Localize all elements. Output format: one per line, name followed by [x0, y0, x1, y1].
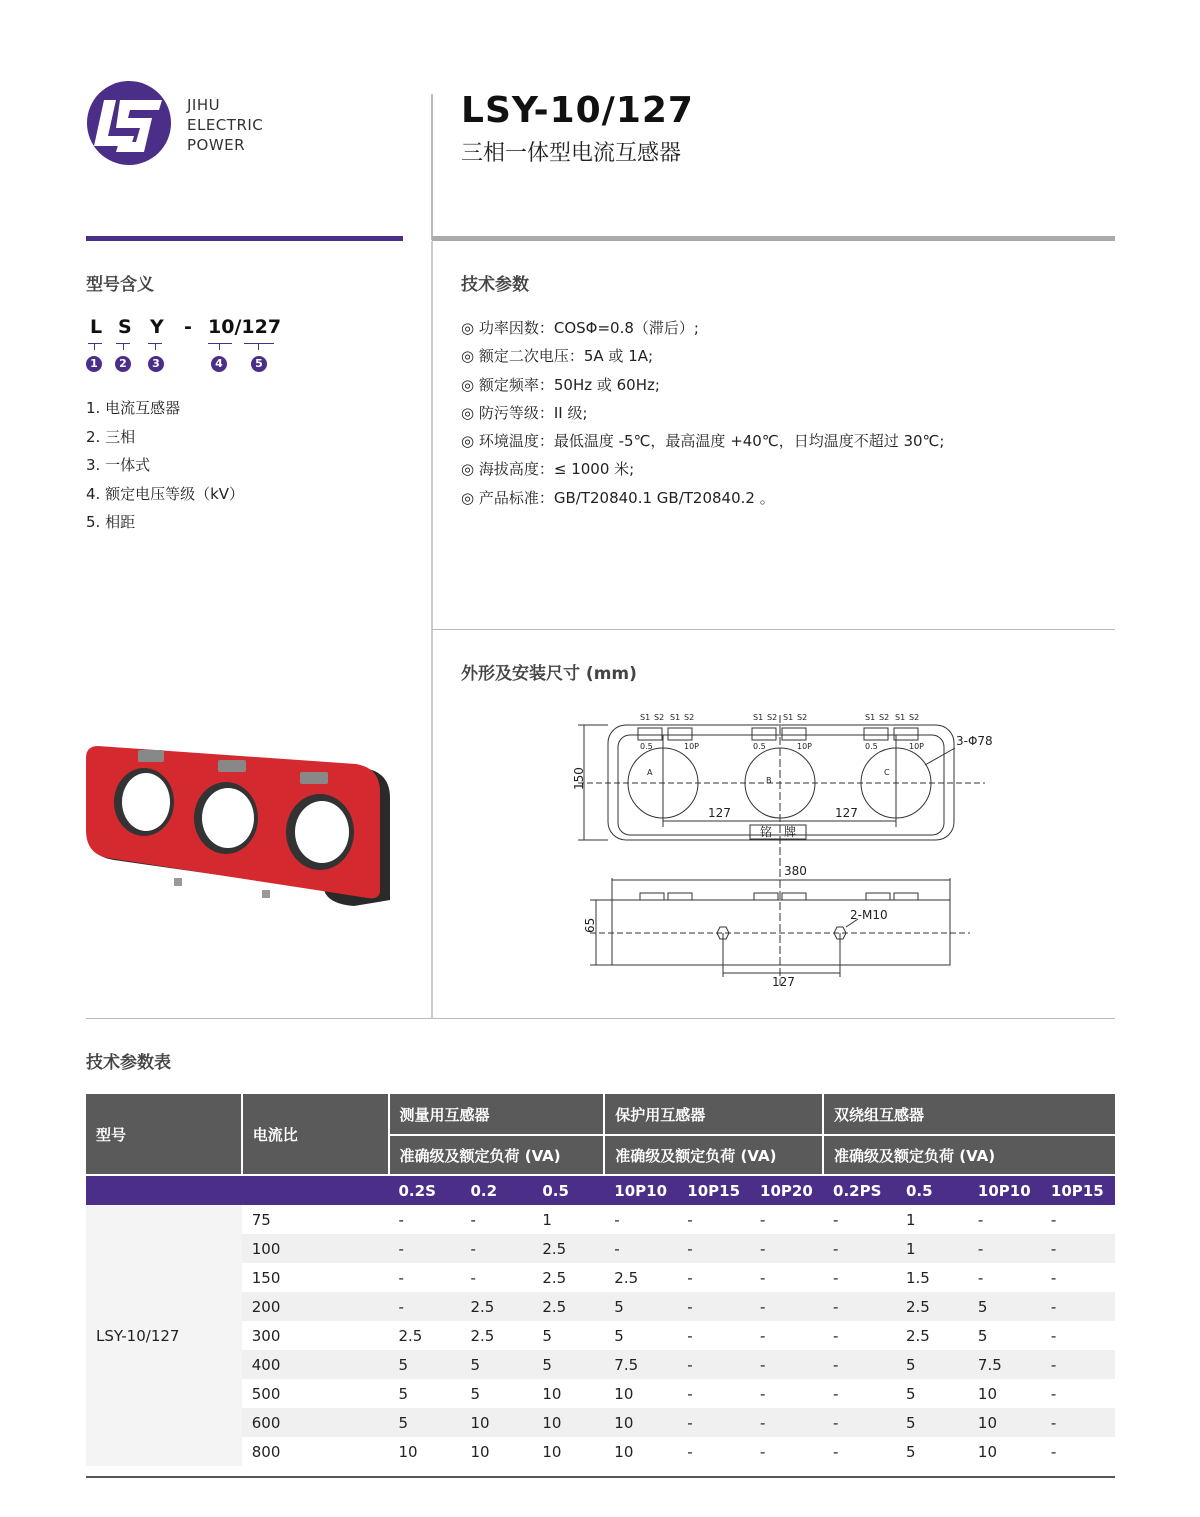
table-body — [86, 1205, 1115, 1466]
value-cell: 10 — [604, 1437, 677, 1466]
badge-2: 2 — [115, 356, 131, 372]
value-cell: 5 — [389, 1379, 461, 1408]
dimension-drawing — [560, 705, 1010, 995]
value-cell: 2.5 — [896, 1292, 968, 1321]
value-cell: 5 — [896, 1379, 968, 1408]
value-cell: - — [823, 1321, 896, 1350]
value-cell: 5 — [389, 1350, 461, 1379]
value-cell: - — [604, 1205, 677, 1234]
list-item: 5. 相距 — [86, 513, 136, 531]
brand-line-3: POWER — [187, 136, 246, 154]
value-cell: 10 — [968, 1437, 1041, 1466]
value-cell: - — [677, 1350, 750, 1379]
value-cell: - — [1041, 1437, 1115, 1466]
company-logo — [86, 80, 172, 166]
value-cell: 5 — [896, 1408, 968, 1437]
value-cell: - — [460, 1263, 532, 1292]
value-cell: - — [677, 1379, 750, 1408]
value-cell: - — [823, 1350, 896, 1379]
value-cell: 1 — [532, 1205, 604, 1234]
terminal-label: S2 — [909, 713, 920, 722]
value-cell: 10 — [460, 1408, 532, 1437]
value-cell: 5 — [968, 1321, 1041, 1350]
class-header: 0.5 — [532, 1175, 604, 1205]
value-cell: 2.5 — [532, 1292, 604, 1321]
badge-3: 3 — [148, 356, 164, 372]
value-cell: 5 — [968, 1292, 1041, 1321]
value-cell: 5 — [389, 1408, 461, 1437]
spacing-label: 127 — [772, 975, 795, 989]
class-label: 0.5 — [753, 742, 766, 751]
class-header: 0.2PS — [823, 1175, 896, 1205]
value-cell: 10 — [532, 1437, 604, 1466]
list-item: ◎ 额定频率：50Hz 或 60Hz; — [461, 375, 660, 394]
ratio-cell: 600 — [242, 1408, 389, 1437]
model-code — [88, 316, 288, 376]
terminal-label: S1 — [670, 713, 681, 722]
terminal-label: S2 — [879, 713, 890, 722]
value-cell: - — [389, 1263, 461, 1292]
table-row — [86, 1205, 1115, 1234]
model-meaning-list — [86, 394, 244, 537]
subheader: 准确级及额定负荷 (VA) — [389, 1135, 605, 1175]
value-cell: - — [823, 1263, 896, 1292]
badge-5: 5 — [251, 356, 267, 372]
class-header: 0.2S — [389, 1175, 461, 1205]
value-cell: 5 — [604, 1321, 677, 1350]
list-item: 1. 电流互感器 — [86, 399, 181, 417]
hole-label: 3-Φ78 — [956, 734, 993, 748]
ratio-cell: 75 — [242, 1205, 389, 1234]
value-cell: - — [823, 1379, 896, 1408]
code-char-5: 10/127 — [208, 316, 282, 338]
terminal-label: S1 — [895, 713, 906, 722]
phase-label: C — [884, 768, 890, 777]
ratio-cell: 150 — [242, 1263, 389, 1292]
value-cell: 5 — [532, 1321, 604, 1350]
value-cell: - — [750, 1350, 823, 1379]
phase-label: B — [766, 776, 772, 785]
section-divider — [432, 629, 1115, 630]
ratio-cell: 800 — [242, 1437, 389, 1466]
ratio-cell: 500 — [242, 1379, 389, 1408]
value-cell: 2.5 — [532, 1234, 604, 1263]
value-cell: - — [677, 1263, 750, 1292]
subheader: 准确级及额定负荷 (VA) — [823, 1135, 1115, 1175]
value-cell: - — [389, 1205, 461, 1234]
value-cell: - — [677, 1205, 750, 1234]
value-cell: - — [750, 1321, 823, 1350]
length-label: 380 — [784, 864, 807, 878]
value-cell: - — [677, 1321, 750, 1350]
value-cell: 7.5 — [968, 1350, 1041, 1379]
list-item: ◎ 防污等级：II 级; — [461, 403, 588, 422]
value-cell: - — [750, 1437, 823, 1466]
right-accent-bar — [432, 236, 1115, 241]
value-cell: 2.5 — [532, 1263, 604, 1292]
value-cell: - — [389, 1234, 461, 1263]
value-cell: 5 — [604, 1292, 677, 1321]
brand-line-1: JIHU — [187, 96, 221, 114]
value-cell: 2.5 — [460, 1292, 532, 1321]
value-cell: 10 — [968, 1379, 1041, 1408]
class-header: 10P15 — [1041, 1175, 1115, 1205]
spacing-label: 127 — [708, 806, 731, 820]
value-cell: - — [677, 1234, 750, 1263]
list-item: 3. 一体式 — [86, 456, 151, 474]
value-cell: - — [968, 1205, 1041, 1234]
class-header: 10P10 — [604, 1175, 677, 1205]
value-cell: - — [1041, 1234, 1115, 1263]
value-cell: - — [823, 1234, 896, 1263]
dimensions-heading: 外形及安装尺寸 (mm) — [461, 664, 637, 684]
value-cell: 2.5 — [896, 1321, 968, 1350]
value-cell: - — [677, 1292, 750, 1321]
value-cell: 5 — [532, 1350, 604, 1379]
value-cell: 5 — [460, 1350, 532, 1379]
code-char-2: S — [118, 316, 132, 338]
terminal-label: S2 — [654, 713, 665, 722]
col-model-header: 型号 — [86, 1094, 242, 1175]
value-cell: - — [389, 1292, 461, 1321]
value-cell: - — [968, 1263, 1041, 1292]
ratio-cell: 300 — [242, 1321, 389, 1350]
code-char-4: - — [184, 316, 192, 338]
value-cell: - — [823, 1408, 896, 1437]
phase-label: A — [647, 768, 653, 777]
value-cell: 5 — [896, 1350, 968, 1379]
list-item: ◎ 产品标准：GB/T20840.1 GB/T20840.2 。 — [461, 488, 775, 507]
value-cell: 10 — [604, 1379, 677, 1408]
height-side-label: 65 — [583, 917, 597, 933]
value-cell: - — [1041, 1263, 1115, 1292]
class-header: 0.2 — [460, 1175, 532, 1205]
value-cell: - — [1041, 1379, 1115, 1408]
list-item: 4. 额定电压等级（kV） — [86, 484, 245, 503]
value-cell: - — [460, 1205, 532, 1234]
value-cell: - — [750, 1263, 823, 1292]
value-cell: 10 — [532, 1408, 604, 1437]
value-cell: - — [1041, 1408, 1115, 1437]
class-label: 10P — [797, 742, 813, 751]
group-header: 保护用互感器 — [604, 1094, 823, 1135]
value-cell: - — [823, 1292, 896, 1321]
table-heading: 技术参数表 — [86, 1053, 171, 1073]
value-cell: - — [1041, 1292, 1115, 1321]
terminal-label: S1 — [640, 713, 651, 722]
value-cell: 5 — [896, 1437, 968, 1466]
terminal-label: S1 — [783, 713, 794, 722]
value-cell: - — [823, 1205, 896, 1234]
list-item: ◎ 功率因数：COSΦ=0.8（滞后）; — [461, 319, 699, 337]
table-bottom-rule — [86, 1476, 1115, 1478]
value-cell: 10 — [604, 1408, 677, 1437]
ratio-cell: 100 — [242, 1234, 389, 1263]
value-cell: - — [750, 1379, 823, 1408]
mount-label: 2-M10 — [850, 908, 888, 922]
value-cell: - — [823, 1437, 896, 1466]
table-section-divider — [86, 1018, 1115, 1019]
value-cell: - — [750, 1292, 823, 1321]
list-item: 2. 三相 — [86, 427, 136, 446]
tech-params-heading: 技术参数 — [461, 275, 529, 295]
ratio-cell: 200 — [242, 1292, 389, 1321]
product-image — [84, 740, 396, 910]
value-cell: - — [460, 1234, 532, 1263]
value-cell: 5 — [460, 1379, 532, 1408]
class-label: 10P — [909, 742, 925, 751]
brand-line-2: ELECTRIC — [187, 116, 264, 134]
tech-params-list — [461, 314, 944, 512]
terminal-label: S2 — [684, 713, 695, 722]
value-cell: - — [750, 1408, 823, 1437]
value-cell: - — [1041, 1321, 1115, 1350]
value-cell: - — [604, 1234, 677, 1263]
code-char-3: Y — [150, 316, 164, 338]
class-label: 0.5 — [640, 742, 653, 751]
value-cell: 1 — [896, 1234, 968, 1263]
class-label: 10P — [684, 742, 700, 751]
value-cell: 1.5 — [896, 1263, 968, 1292]
page-title: LSY-10/127 — [461, 90, 694, 131]
value-cell: 2.5 — [460, 1321, 532, 1350]
badge-4: 4 — [211, 356, 227, 372]
value-cell: 1 — [896, 1205, 968, 1234]
model-meaning-heading: 型号含义 — [86, 275, 154, 295]
left-accent-bar — [86, 236, 403, 241]
class-header: 10P10 — [968, 1175, 1041, 1205]
column-divider — [431, 241, 433, 1019]
terminal-label: S1 — [753, 713, 764, 722]
group-header: 双绕组互感器 — [823, 1094, 1115, 1135]
list-item: ◎ 环境温度：最低温度 -5℃，最高温度 +40℃，日均温度不超过 30℃; — [461, 432, 945, 451]
value-cell: 10 — [532, 1379, 604, 1408]
subheader: 准确级及额定负荷 (VA) — [604, 1135, 823, 1175]
nameplate-label: 铭 牌 — [760, 825, 797, 839]
terminal-label: S2 — [797, 713, 808, 722]
value-cell: 2.5 — [389, 1321, 461, 1350]
value-cell: 10 — [968, 1408, 1041, 1437]
group-header: 测量用互感器 — [389, 1094, 605, 1135]
value-cell: - — [677, 1408, 750, 1437]
list-item: ◎ 额定二次电压：5A 或 1A; — [461, 347, 654, 366]
class-header-blank — [86, 1175, 242, 1205]
col-ratio-header: 电流比 — [242, 1094, 389, 1175]
code-char-1: L — [90, 316, 103, 338]
page-subtitle: 三相一体型电流互感器 — [461, 141, 682, 166]
brand-name — [187, 95, 263, 155]
value-cell: - — [1041, 1350, 1115, 1379]
class-header: 0.5 — [896, 1175, 968, 1205]
class-label: 0.5 — [865, 742, 878, 751]
model-cell: LSY-10/127 — [86, 1205, 242, 1466]
terminal-label: S1 — [865, 713, 876, 722]
value-cell: - — [968, 1234, 1041, 1263]
class-header: 10P20 — [750, 1175, 823, 1205]
terminal-label: S2 — [767, 713, 778, 722]
badge-1: 1 — [86, 356, 102, 372]
height-top-label: 150 — [572, 767, 586, 790]
value-cell: 10 — [389, 1437, 461, 1466]
value-cell: - — [750, 1205, 823, 1234]
class-header-blank — [242, 1175, 389, 1205]
list-item: ◎ 海拔高度：≤ 1000 米; — [461, 460, 635, 479]
value-cell: - — [750, 1234, 823, 1263]
header-divider — [431, 94, 433, 240]
value-cell: 7.5 — [604, 1350, 677, 1379]
value-cell: - — [1041, 1205, 1115, 1234]
spacing-label: 127 — [835, 806, 858, 820]
ratio-cell: 400 — [242, 1350, 389, 1379]
spec-table — [86, 1094, 1115, 1466]
class-header: 10P15 — [677, 1175, 750, 1205]
value-cell: - — [677, 1437, 750, 1466]
value-cell: 10 — [460, 1437, 532, 1466]
value-cell: 2.5 — [604, 1263, 677, 1292]
